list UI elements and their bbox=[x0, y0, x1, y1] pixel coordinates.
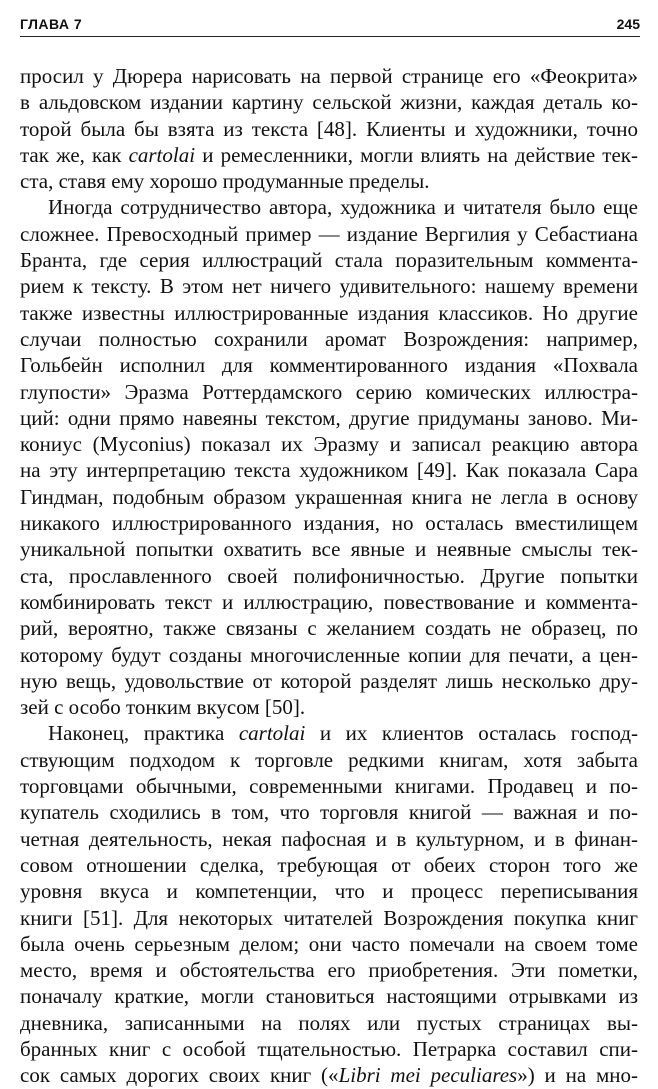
text-run: была очень серьезным делом; они часто помечали на своем томе bbox=[20, 931, 638, 956]
text-run: Гольбейн исполнил для комментированного издания «Похвала bbox=[20, 353, 638, 378]
text-run: на эту интерпретацию текста художником [49]. Как показала Сара bbox=[20, 458, 638, 483]
text-run: зей с особо тонким вкусом [50]. bbox=[20, 695, 306, 720]
text-run: ций: одни прямо навеяны текстом, другие придуманы заново. Ми- bbox=[20, 405, 638, 430]
text-run: уникальной попытки охватить все явные и неявные смыслы тек- bbox=[20, 537, 638, 562]
text-line bbox=[20, 931, 638, 957]
text-line bbox=[20, 589, 638, 615]
text-run: так же, как bbox=[20, 142, 129, 167]
text-line bbox=[20, 720, 638, 746]
text-line bbox=[20, 905, 638, 931]
chapter-title: ГЛАВА 7 bbox=[20, 16, 83, 32]
text-run: рий, вероятно, также связаны с желанием создать не образец, по bbox=[20, 616, 638, 641]
text-run: совом отношении сделка, требующая от обеих сторон того же bbox=[20, 852, 638, 877]
text-line bbox=[20, 878, 638, 904]
text-line bbox=[20, 221, 638, 247]
text-run: уровня вкуса и компетенции, что и процесс переписывания bbox=[20, 879, 638, 904]
page-number: 245 bbox=[616, 16, 640, 32]
text-line bbox=[20, 352, 638, 378]
text-run: торой была бы взята из текста [48]. Клиенты и художники, точно bbox=[20, 116, 638, 141]
text-line bbox=[20, 1010, 638, 1036]
text-line bbox=[20, 89, 638, 115]
text-line bbox=[20, 1062, 638, 1088]
text-run: Бранта, где серия иллюстраций стала поразительным коммента- bbox=[20, 248, 638, 273]
text-line bbox=[20, 747, 638, 773]
text-line bbox=[20, 379, 638, 405]
text-line bbox=[20, 510, 638, 536]
text-line bbox=[20, 273, 638, 299]
paragraph bbox=[20, 194, 638, 720]
text-run: сложнее. Превосходный пример — издание Вергилия у Себастиана bbox=[20, 221, 638, 246]
text-line bbox=[20, 563, 638, 589]
text-line bbox=[20, 63, 638, 89]
text-line bbox=[20, 983, 638, 1009]
text-run: купатель сходились в том, что торговля книгой — важная и по- bbox=[20, 800, 638, 825]
text-line bbox=[20, 194, 638, 220]
text-run: дневника, записанными на полях или пустых страницах вы- bbox=[20, 1010, 638, 1035]
text-run: Иногда сотрудничество автора, художника и читателя было еще bbox=[48, 195, 638, 220]
text-line bbox=[20, 457, 638, 483]
text-line bbox=[20, 142, 638, 168]
text-run: книги [51]. Для некоторых читателей Возрождения покупка книг bbox=[20, 905, 638, 930]
text-line bbox=[20, 484, 638, 510]
text-run: ста, ставя ему хорошо продуманные пределы. bbox=[20, 169, 430, 194]
text-line bbox=[20, 668, 638, 694]
paragraph bbox=[20, 720, 638, 1088]
body-text bbox=[20, 63, 638, 1089]
text-run: ную вещь, удовольствие от которой разделят лишь несколько дру- bbox=[20, 668, 638, 693]
text-run: и их клиентов осталась господ- bbox=[305, 721, 638, 746]
text-run: глупости» Эразма Роттердамского серию комических иллюстра- bbox=[20, 379, 638, 404]
text-run: Гиндман, подобным образом украшенная книга не легла в основу bbox=[20, 484, 638, 509]
text-line bbox=[20, 431, 638, 457]
italic-term: Libri mei peculiares bbox=[338, 1063, 518, 1088]
text-run: сок самых дорогих своих книг (« bbox=[20, 1063, 339, 1088]
text-line bbox=[20, 168, 638, 194]
text-run: никакого иллюстрированного издания, но осталась вместилищем bbox=[20, 511, 638, 536]
text-run: в альдовском издании картину сельской жизни, каждая деталь ко- bbox=[20, 90, 638, 115]
text-run: также известны иллюстрированные издания классиков. Но другие bbox=[20, 300, 638, 325]
text-line bbox=[20, 773, 638, 799]
text-run: место, время и обстоятельства его приобретения. Эти пометки, bbox=[20, 958, 638, 983]
text-line bbox=[20, 536, 638, 562]
running-head bbox=[20, 14, 640, 37]
text-run: ста, прославленного своей полифоничностью. Другие попытки bbox=[20, 563, 638, 588]
paragraph bbox=[20, 63, 638, 194]
text-line bbox=[20, 826, 638, 852]
text-run: просил у Дюрера нарисовать на первой странице его «Феокрита» bbox=[20, 64, 638, 88]
text-run: комбинировать текст и иллюстрацию, повествование и коммента- bbox=[20, 589, 638, 614]
text-run: ») и на мно- bbox=[517, 1063, 638, 1088]
text-run: и ремесленники, могли влиять на действие тек- bbox=[195, 142, 638, 167]
text-run: бранных книг с особой тщательностью. Петрарка составил спи- bbox=[20, 1036, 638, 1061]
text-run: четная деятельность, некая пафосная и в культурном, и в финан- bbox=[20, 826, 638, 851]
text-run: Наконец, практика bbox=[48, 721, 239, 746]
text-line bbox=[20, 642, 638, 668]
text-run: случаи полностью сохранили аромат Возрождения: например, bbox=[20, 326, 638, 351]
text-line bbox=[20, 326, 638, 352]
text-line bbox=[20, 852, 638, 878]
text-run: поначалу краткие, могли становиться настоящими отрывками из bbox=[20, 984, 638, 1009]
text-line bbox=[20, 694, 638, 720]
text-line bbox=[20, 615, 638, 641]
text-run: рием к тексту. В этом нет ничего удивительного: нашему времени bbox=[20, 274, 638, 299]
text-line bbox=[20, 799, 638, 825]
text-run: кониус (Myconius) показал их Эразму и записал реакцию автора bbox=[20, 432, 638, 457]
text-line bbox=[20, 116, 638, 142]
text-line bbox=[20, 300, 638, 326]
italic-term: cartolai bbox=[128, 142, 196, 167]
text-line bbox=[20, 405, 638, 431]
text-run: торговцами обычными, современными книгами. Продавец и по- bbox=[20, 774, 638, 799]
text-line bbox=[20, 957, 638, 983]
text-line bbox=[20, 1036, 638, 1062]
italic-term: cartolai bbox=[238, 721, 306, 746]
text-run: ствующим подходом к торговле редкими книгам, хотя забыта bbox=[20, 747, 638, 772]
text-run: которому будут созданы многочисленные копии для печати, а цен- bbox=[20, 642, 638, 667]
text-line bbox=[20, 247, 638, 273]
